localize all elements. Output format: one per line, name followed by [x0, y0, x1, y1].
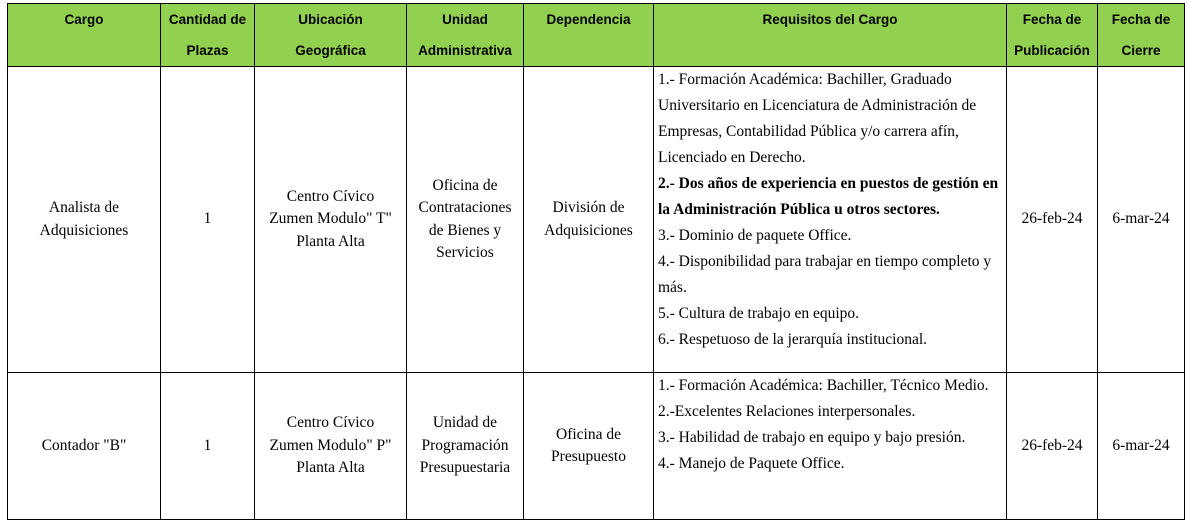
header-dependencia: [524, 4, 654, 67]
cell-ubicacion: [255, 67, 407, 373]
header-plazas: [161, 4, 255, 67]
header-requisitos: [654, 4, 1007, 67]
requisito-item: 6.- Respetuoso de la jerarquía institucional.: [658, 331, 928, 348]
requisito-item: 4.- Manejo de Paquete Office.: [658, 455, 845, 472]
unidad-line: Programación: [421, 436, 509, 454]
unidad-line: de Bienes y: [428, 221, 502, 239]
requisito-item: 3.- Dominio de paquete Office.: [658, 227, 852, 244]
cell-cargo: [8, 373, 161, 520]
header-dependencia-line: Dependencia: [546, 12, 631, 27]
cell-dependencia: [524, 67, 654, 373]
header-publicacion-line: Fecha de: [1022, 12, 1082, 27]
header-ubicacion-line: Ubicación: [298, 12, 363, 27]
cell-cargo: [8, 67, 161, 373]
dependencia-line: Presupuesto: [551, 448, 626, 465]
requisito-item: 2.- Dos años de experiencia en puestos de gestión en la Administración Pública u otros sectores.: [658, 175, 999, 218]
unidad-line: Contrataciones: [418, 199, 512, 216]
cell-plazas: 1: [161, 67, 255, 373]
requisito-item: 5.- Cultura de trabajo en equipo.: [658, 305, 860, 322]
header-row: [8, 4, 1185, 67]
dependencia-line: Oficina de: [556, 425, 621, 443]
table-row: [8, 67, 1185, 373]
unidad-line: Oficina de: [432, 176, 498, 194]
header-cierre-line: Cierre: [1121, 43, 1161, 58]
header-cierre-line: Fecha de: [1111, 12, 1171, 27]
ubicacion-line: Planta Alta: [296, 459, 365, 477]
dependencia-line: Adquisiciones: [544, 221, 633, 239]
cell-publicacion: 26-feb-24: [1007, 373, 1098, 520]
unidad-line: Unidad de: [432, 414, 498, 432]
header-unidad: [407, 4, 524, 67]
header-plazas-line: Cantidad de: [168, 12, 247, 27]
requisito-item: 3.- Habilidad de trabajo en equipo y bajo presión.: [658, 429, 966, 446]
header-publicacion: [1007, 4, 1098, 67]
cell-dependencia: [524, 373, 654, 520]
unidad-line: Servicios: [436, 244, 494, 261]
unidad-line: Presupuestaria: [419, 459, 511, 477]
cargo-line: Adquisiciones: [39, 221, 129, 239]
header-unidad-line: Unidad: [442, 12, 488, 27]
header-cargo-line: Cargo: [64, 12, 104, 27]
cell-unidad: [407, 373, 524, 520]
ubicacion-line: Centro Cívico: [286, 414, 375, 432]
header-ubicacion: [255, 4, 407, 67]
job-postings-table: [7, 3, 1185, 520]
cell-unidad: [407, 67, 524, 373]
ubicacion-line: Planta Alta: [296, 232, 365, 250]
header-cierre: [1098, 4, 1185, 67]
cargo-line: Analista de: [48, 199, 120, 216]
table-row: [8, 373, 1185, 520]
cell-plazas: 1: [161, 373, 255, 520]
cell-requisitos: [654, 373, 1007, 520]
requisito-item: 2.-Excelentes Relaciones interpersonales.: [658, 403, 916, 420]
ubicacion-line: Centro Cívico: [286, 187, 375, 205]
header-requisitos-line: Requisitos del Cargo: [762, 12, 898, 27]
cargo-line: Contador "B": [41, 436, 127, 454]
header-unidad-line: Administrativa: [418, 43, 512, 58]
cell-cierre: 6-mar-24: [1098, 373, 1185, 520]
requisito-item: 4.- Disponibilidad para trabajar en tiempo completo y más.: [658, 253, 992, 296]
dependencia-line: División de: [552, 199, 625, 216]
header-publicacion-line: Publicación: [1014, 43, 1090, 58]
cell-requisitos: [654, 67, 1007, 373]
header-plazas-line: Plazas: [186, 43, 229, 58]
header-ubicacion-line: Geográfica: [295, 43, 366, 58]
requisito-item: 1.- Formación Académica: Bachiller, Técnico Medio.: [658, 377, 989, 394]
cell-ubicacion: [255, 373, 407, 520]
requisito-item: 1.- Formación Académica: Bachiller, Graduado Universitario en Licenciatura de Administración de Empresas, Contabilidad Pública y/o carrera afín, Licenciado en Derecho.: [658, 71, 977, 166]
cell-cierre: 6-mar-24: [1098, 67, 1185, 373]
header-cargo: [8, 4, 161, 67]
ubicacion-line: Zumen Modulo" T": [269, 210, 392, 228]
ubicacion-line: Zumen Modulo" P": [269, 436, 392, 454]
cell-publicacion: 26-feb-24: [1007, 67, 1098, 373]
